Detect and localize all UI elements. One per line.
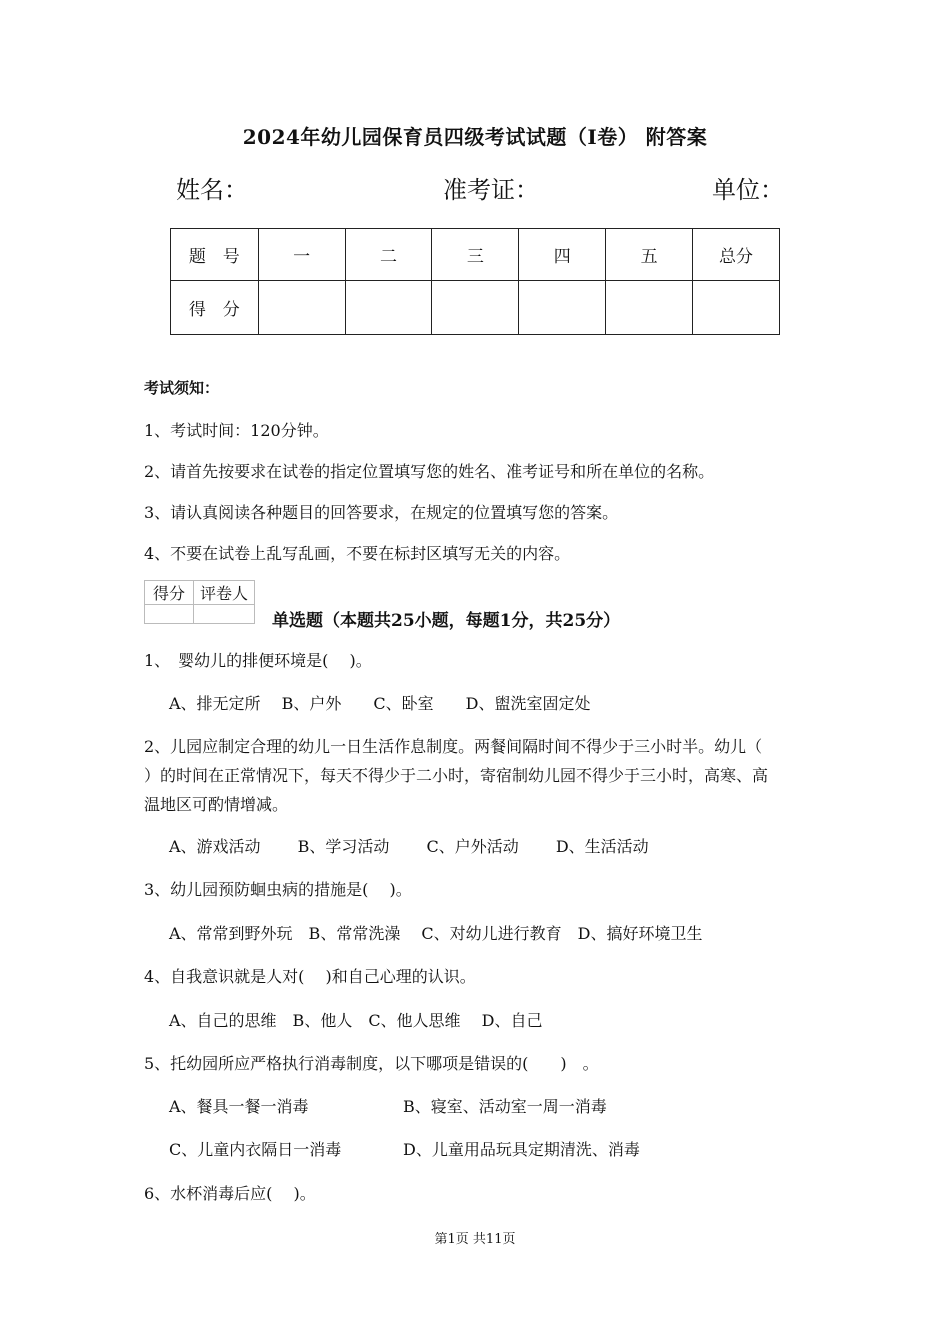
notice-item: 3、请认真阅读各种题目的回答要求，在规定的位置填写您的答案。 xyxy=(144,503,619,522)
score-cell xyxy=(345,281,432,335)
grader-score-cell xyxy=(145,605,194,624)
question-3: 3、幼儿园预防蛔虫病的措施是( )。 xyxy=(144,880,412,899)
score-cell xyxy=(519,281,606,335)
score-header-1: 一 xyxy=(258,229,345,281)
question-5-option-d: D、儿童用品玩具定期清洗、消毒 xyxy=(403,1140,640,1159)
score-cell xyxy=(432,281,519,335)
notice-item: 4、不要在试卷上乱写乱画，不要在标封区填写无关的内容。 xyxy=(144,544,571,563)
question-5-option-c: C、儿童内衣隔日一消毒 xyxy=(169,1140,342,1159)
ticket-label: 准考证： xyxy=(443,176,539,204)
score-cell xyxy=(693,281,780,335)
grader-name-cell xyxy=(194,605,255,624)
score-header-total: 总分 xyxy=(693,229,780,281)
grader-box xyxy=(144,580,255,624)
page-footer: 第1页 共11页 xyxy=(434,1232,516,1247)
score-row-label: 得 分 xyxy=(171,281,259,335)
score-header-3: 三 xyxy=(432,229,519,281)
question-1: 1、 婴幼儿的排便环境是( )。 xyxy=(144,651,372,670)
score-cell xyxy=(258,281,345,335)
notice-item: 2、请首先按要求在试卷的指定位置填写您的姓名、准考证号和所在单位的名称。 xyxy=(144,462,715,481)
section-title: 单选题（本题共25小题，每题1分，共25分） xyxy=(272,611,621,631)
question-3-options: A、常常到野外玩 B、常常洗澡 C、对幼儿进行教育 D、搞好环境卫生 xyxy=(169,924,703,943)
question-4: 4、自我意识就是人对( )和自己心理的认识。 xyxy=(144,967,476,986)
score-header-2: 二 xyxy=(345,229,432,281)
question-1-options: A、排无定所 B、户外 C、卧室 D、盥洗室固定处 xyxy=(169,694,591,713)
page-title: 2024年幼儿园保育员四级考试试题（I卷） 附答案 xyxy=(242,125,708,149)
name-label: 姓名： xyxy=(176,176,248,204)
score-table-header-row xyxy=(171,229,780,281)
notice-heading: 考试须知： xyxy=(144,379,220,397)
question-2-options: A、游戏活动 B、学习活动 C、户外活动 D、生活活动 xyxy=(169,837,649,856)
score-header-label: 题 号 xyxy=(171,229,259,281)
score-header-4: 四 xyxy=(519,229,606,281)
score-table xyxy=(170,228,780,335)
score-cell xyxy=(606,281,693,335)
question-5-option-b: B、寝室、活动室一周一消毒 xyxy=(403,1097,607,1116)
question-4-options: A、自己的思维 B、他人 C、他人思维 D、自己 xyxy=(169,1011,543,1030)
grader-name-label: 评卷人 xyxy=(194,581,255,605)
question-2-line-2: ）的时间在正常情况下，每天不得少于二小时，寄宿制幼儿园不得少于三小时，高寒、高 xyxy=(144,766,769,785)
question-2-line-3: 温地区可酌情增减。 xyxy=(144,795,289,814)
score-header-5: 五 xyxy=(606,229,693,281)
grader-score-label: 得分 xyxy=(145,581,194,605)
question-6: 6、水杯消毒后应( )。 xyxy=(144,1184,316,1203)
notice-item: 1、考试时间：120分钟。 xyxy=(144,421,329,440)
question-2-line-1: 2、儿园应制定合理的幼儿一日生活作息制度。两餐间隔时间不得少于三小时半。幼儿（ xyxy=(144,737,763,756)
score-table-score-row xyxy=(171,281,780,335)
question-5: 5、托幼园所应严格执行消毒制度，以下哪项是错误的( ) 。 xyxy=(144,1054,599,1073)
question-5-option-a: A、餐具一餐一消毒 xyxy=(169,1097,309,1116)
unit-label: 单位： xyxy=(712,176,784,204)
